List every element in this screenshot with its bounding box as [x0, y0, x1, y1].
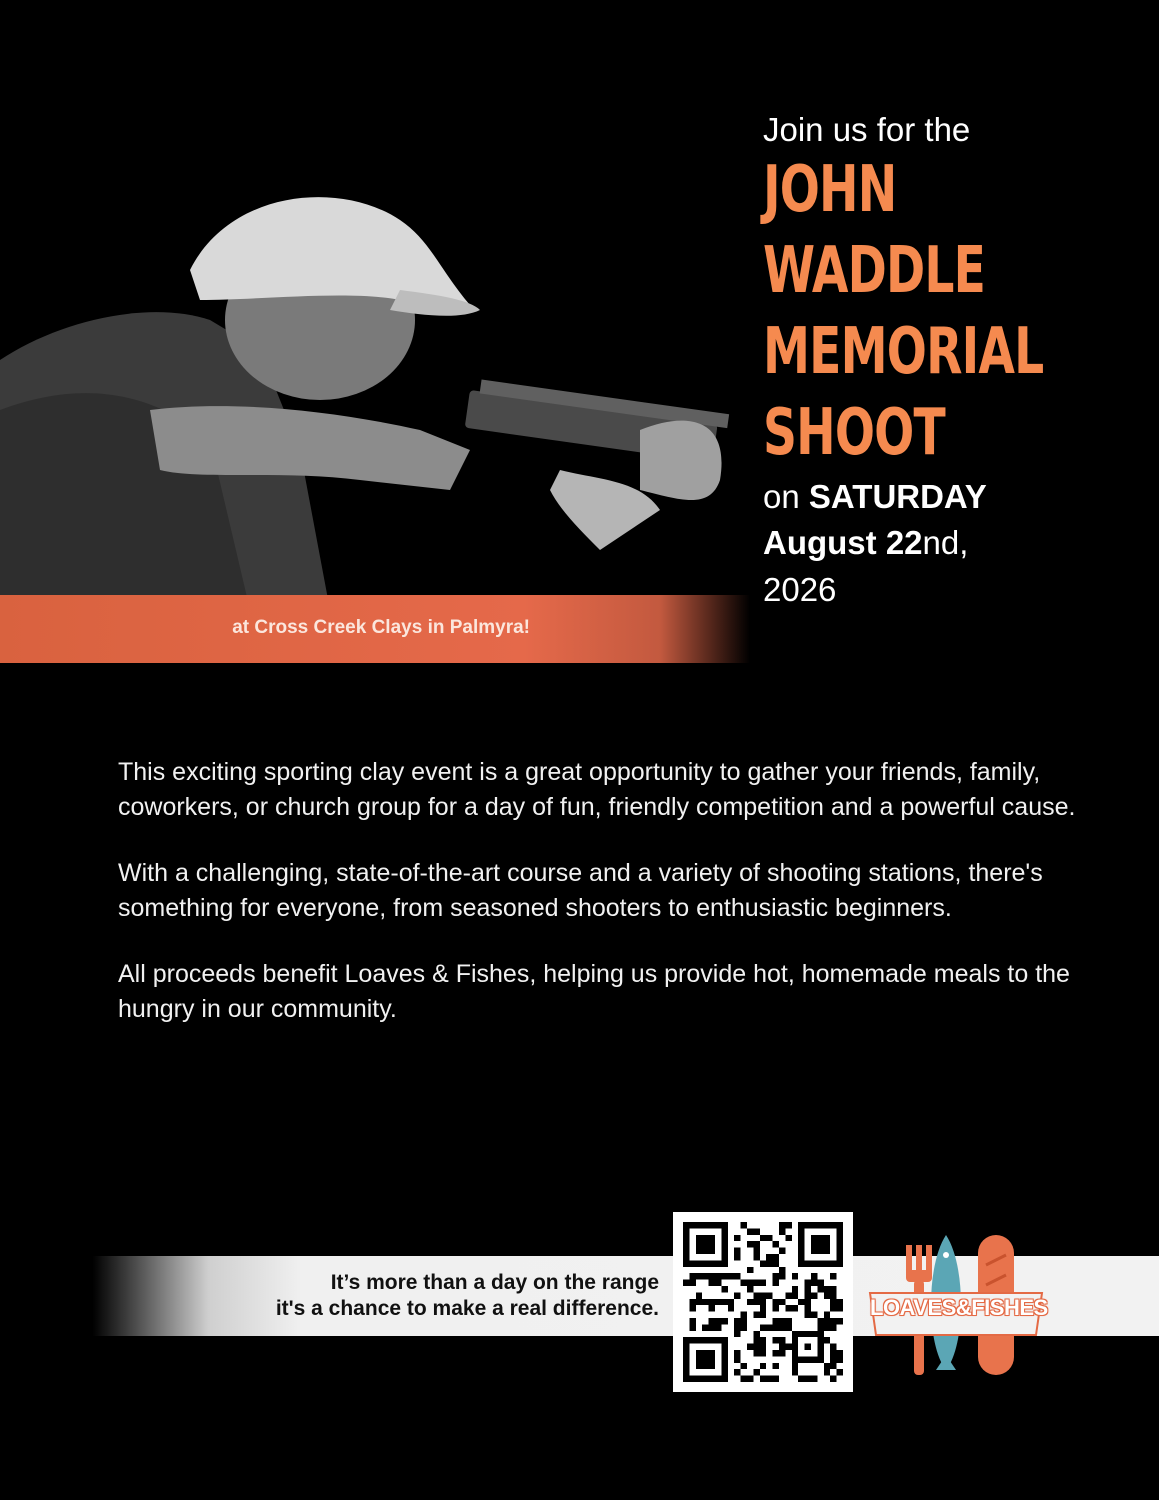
event-title [763, 152, 1075, 470]
title-line-4: SHOOT [763, 395, 945, 470]
logo-text: LOAVES&FISHES [870, 1295, 1048, 1320]
qr-code-icon[interactable] [673, 1212, 853, 1392]
title-line-1: JOHN [763, 152, 897, 227]
date-suffix: nd, [922, 524, 969, 562]
title-line-2: WADDLE [763, 233, 986, 308]
event-heading [763, 110, 1143, 614]
join-text: Join us for the [763, 111, 971, 148]
shooter-photo [0, 150, 740, 610]
date-year: 2026 [763, 571, 837, 609]
tagline-line-2: it's a chance to make a real difference. [275, 1296, 659, 1320]
loaves-and-fishes-logo-icon [866, 1225, 1046, 1385]
event-description [118, 755, 1078, 1058]
date-month-day: August 22 [763, 524, 923, 562]
tagline-text [276, 1270, 659, 1321]
date-day: SATURDAY [808, 477, 987, 515]
description-paragraph-1: This exciting sporting clay event is a great opportunity to gather your friends, family, coworkers, or church group for a day of fun, friendly competition and a powerful cause. [118, 758, 1076, 821]
description-paragraph-2: With a challenging, state-of-the-art course and a variety of shooting stations, there's something for everyone, from seasoned shooters to enthusiastic beginners. [118, 859, 1043, 922]
tagline-line-1: It’s more than a day on the range [330, 1271, 659, 1294]
location-banner [0, 595, 750, 663]
description-paragraph-3: All proceeds benefit Loaves & Fishes, helping us provide hot, homemade meals to the hungry in our community. [118, 960, 1070, 1023]
event-date [763, 474, 1143, 615]
title-line-3: MEMORIAL [763, 314, 1044, 389]
location-text: at Cross Creek Clays in Palmyra! [232, 617, 530, 638]
date-on: on [763, 477, 800, 515]
